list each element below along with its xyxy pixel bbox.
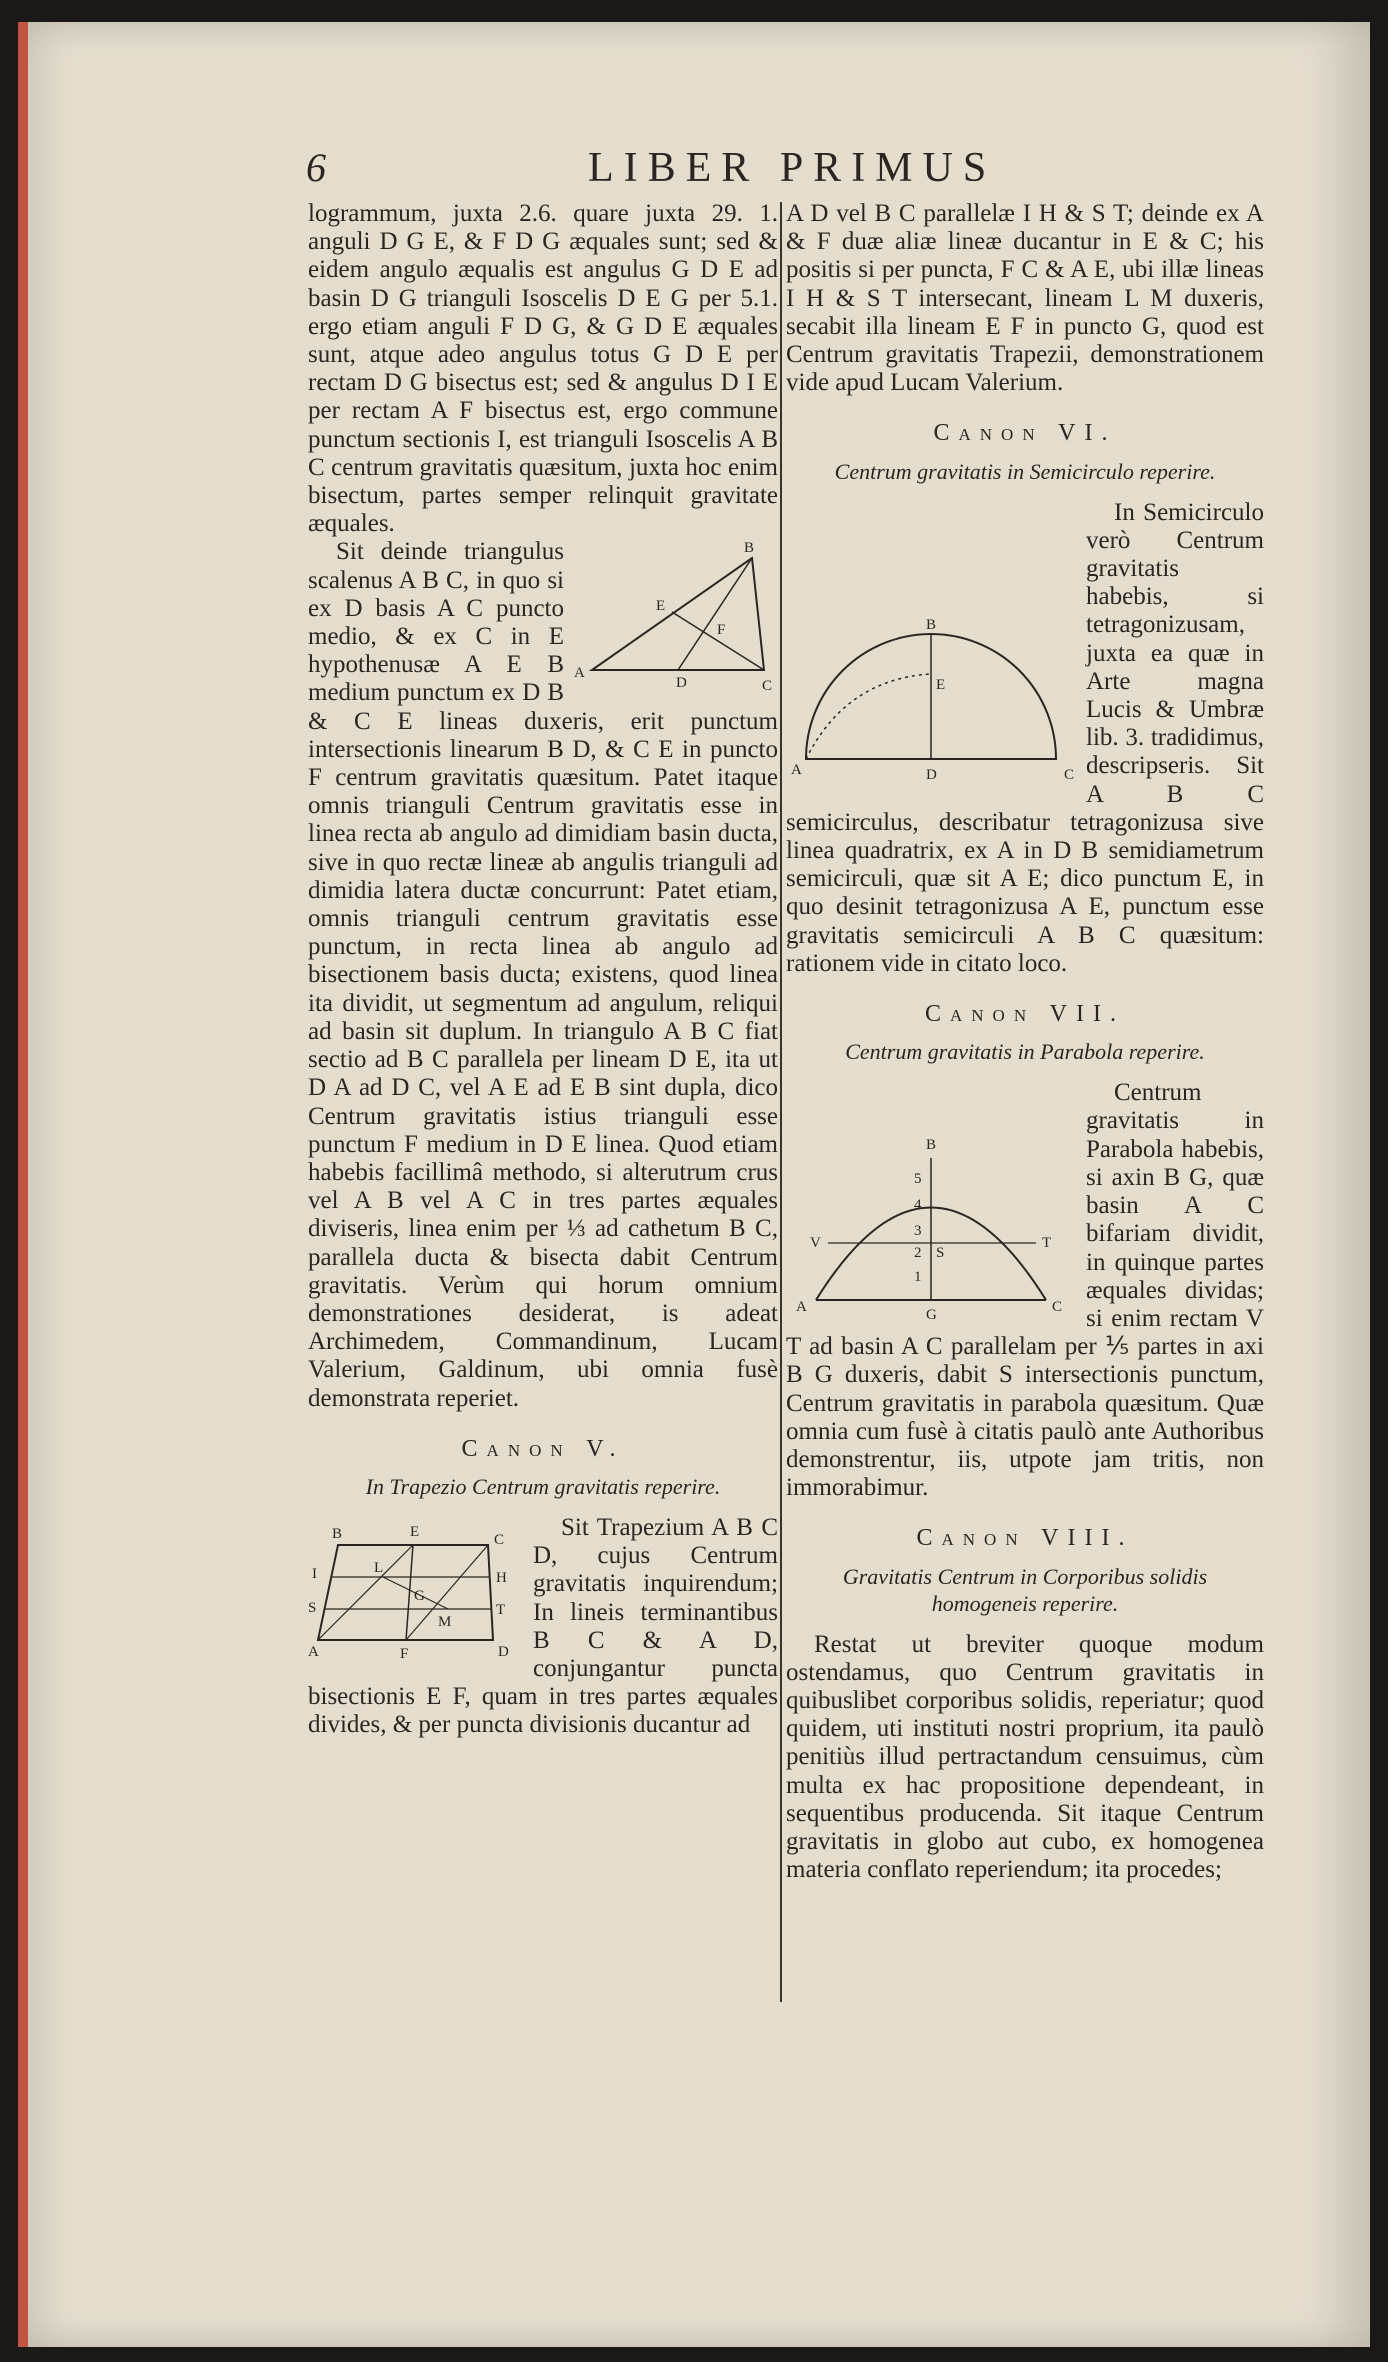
fig-label: B xyxy=(926,618,937,633)
paragraph: Sit Trapezium A B C D, cujus Centrum gravitatis inquirendum; In lineis terminantibus B C & A D, conjungantur puncta bisectionis E F, quam in tres partes æquales divides, & per puncta divisionis ducantur ad xyxy=(308,1513,778,1739)
paragraph: Sit deinde triangulus scalenus A B C, in quo si ex D basis A C puncto medio, & ex C in E hypothenusæ A E B medium punctum ex D B & C E lineas duxeris, erit punctum intersectionis linearum B D, & C E in puncto F centrum gravitatis quæsitum. Patet itaque omnis trianguli Centrum gravitatis esse in linea recta ab angulo ad dimidiam basin ducta, sive in quo rectæ lineæ ab angulis trianguli ad dimidia latera ductæ concurrunt: Patet etiam, omnis trianguli centrum gravitatis esse punctum, in recta linea ab angulo ad bisectionem basis ducta; existens, quod linea ita dividit, ut segmentum ad angulum, reliqui ad basin sit duplum. In triangulo A B C fiat sectio ad B C parallela per lineam D E, ita ut D A ad D C, vel A E ad E B sint dupla, dico Centrum gravitatis istius trianguli esse punctum F medium in D E linea. Quod etiam habebis facillimâ methodo, si alterutrum crus vel A B vel A C in tres partes æquales diviseris, linea enim per ⅓ ad cathetum B C, parallela ducta & bisecta dabit Centrum gravitatis. Verùm qui horum omnium demonstrationes desiderat, is adeat Archimedem, Commandinum, Lucam Valerium, Galdinum, ubi omnia fusè demonstrata reperiet. xyxy=(308,538,778,1412)
fig-label: A xyxy=(308,1643,319,1660)
fig-label: B xyxy=(332,1525,343,1542)
book-page xyxy=(18,22,1370,2347)
fig-label: C xyxy=(494,1531,505,1548)
fig-label: 5 xyxy=(914,1171,922,1188)
canon-heading: Canon VI. xyxy=(933,420,1117,447)
fig-label: G xyxy=(414,1587,425,1604)
page-number: 6 xyxy=(306,145,326,190)
figure-trapezium xyxy=(308,1520,523,1667)
fig-label: G xyxy=(926,1307,937,1324)
paragraph: In Semicirculo verò Centrum gravitatis habebis, si tetragonizusam, juxta ea quæ in Arte magna Lucis & Umbræ lib. 3. tradidimus, descripseris. Sit A B C semicirculus, describatur tetragonizusa sive linea quadratrix, ex A in D B semidiametrum semicirculi, quæ sit A E; dico punctum E, in quo desinit tetragonizusa A E, punctum esse gravitatis semicirculi A B C quæsitum: rationem vide in citato loco. xyxy=(786,498,1264,977)
fig-label: 2 xyxy=(914,1245,922,1262)
column-rule xyxy=(780,202,782,2002)
fig-label: 3 xyxy=(914,1223,922,1240)
fig-label: V xyxy=(810,1235,821,1252)
canon-title: In Trapezio Centrum gravitatis reperire. xyxy=(365,1473,721,1499)
fig-label: F xyxy=(400,1645,409,1660)
fig-label: A xyxy=(796,1299,807,1316)
fig-label: 1 xyxy=(914,1269,922,1286)
fig-label: C xyxy=(762,678,772,693)
fig-label: I xyxy=(312,1565,317,1582)
canon-heading: Canon VIII. xyxy=(916,1525,1134,1552)
fig-label: T xyxy=(496,1601,506,1618)
fig-label: 4 xyxy=(914,1197,922,1214)
canon-heading: Canon VII. xyxy=(925,1001,1125,1028)
fig-label: B xyxy=(744,542,755,557)
fig-label: E xyxy=(936,676,946,693)
fig-label: L xyxy=(374,1559,384,1576)
fig-label: M xyxy=(438,1613,452,1630)
running-title: LIBER PRIMUS xyxy=(588,145,997,191)
fig-label: C xyxy=(1064,766,1075,783)
fig-label: S xyxy=(308,1599,317,1616)
page-header xyxy=(28,134,1370,194)
fig-label: F xyxy=(717,622,726,639)
fig-label: D xyxy=(498,1643,509,1660)
paragraph: Centrum gravitatis in Parabola habebis, si axin B G, quæ basin A C bifariam dividit, in quinque partes æquales dividas; si enim rectam V T ad basin A C parallelam per ⅕ partes in axi B G duxeris, dabit S intersectionis punctum, Centrum gravitatis in parabola quæsitum. Quæ omnia cum fusè à citatis paulò ante Authoribus demonstrentur, iis, utpote jam tritis, non immorabimur. xyxy=(786,1079,1264,1502)
fig-label: E xyxy=(656,598,666,615)
fig-label: D xyxy=(676,675,687,692)
canon-title: Gravitatis Centrum in Corporibus solidis homogeneis reperire. xyxy=(842,1563,1208,1616)
fig-label: C xyxy=(1052,1299,1063,1316)
fig-label: S xyxy=(936,1245,945,1262)
fig-label: B xyxy=(926,1137,937,1154)
fig-label: A xyxy=(791,761,802,778)
figure-semicircle xyxy=(786,619,1076,806)
figure-parabola xyxy=(786,1135,1076,1332)
canon-title: Centrum gravitatis in Parabola reperire. xyxy=(845,1039,1205,1065)
right-column xyxy=(786,200,1264,1884)
canon-title: Centrum gravitatis in Semicirculo reperire. xyxy=(834,458,1216,484)
left-column xyxy=(308,200,778,1740)
paragraph: A D vel B C parallelæ I H & S T; deinde ex A & F duæ aliæ lineæ ducantur in E & C; his positis si per puncta, F C & A E, ubi illæ lineas I H & S T intersecant, lineam L M duxeris, secabit illa lineam E F in puncto G, quod est Centrum gravitatis Trapezii, demonstrationem vide apud Lucam Valerium. xyxy=(786,200,1264,397)
fig-label: A xyxy=(574,665,585,682)
fig-label: E xyxy=(410,1523,420,1540)
paragraph: logrammum, juxta 2.6. quare juxta 29. 1. anguli D G E, & F D G æquales sunt; sed & eidem angulo æqualis est angulus G D E ad basin D G trianguli Isoscelis D E G per 5.1. ergo etiam anguli F D G, & G D E æquales sunt, atque adeo angulus totus G D E per rectam D G bisectus est; sed & angulus D I E per rectam A F bisectus est, ergo commune punctum sectionis I, est trianguli Isoscelis A B C centrum gravitatis quæsitum, juxta hoc enim bisectum, partes semper relinquit gravitate æquales. xyxy=(308,200,778,538)
paragraph: Restat ut breviter quoque modum ostendamus, quo Centrum gravitatis in quibuslibet corporibus solidis, reperiatur; quod quidem, uti instituti nostri proprium, ita paulò penitiùs illud pertractandum censuimus, cùm multa ex hac propositione dependeant, in sequentibus producenda. Sit itaque Centrum gravitatis in globo aut cubo, ex homogenea materia conflato reperiendum; ita procedes; xyxy=(786,1630,1264,1884)
fig-label: H xyxy=(496,1569,507,1586)
fig-label: T xyxy=(1042,1235,1052,1252)
figure-scalene-triangle xyxy=(572,542,772,699)
canon-heading: Canon V. xyxy=(461,1435,625,1462)
fig-label: D xyxy=(926,766,937,783)
